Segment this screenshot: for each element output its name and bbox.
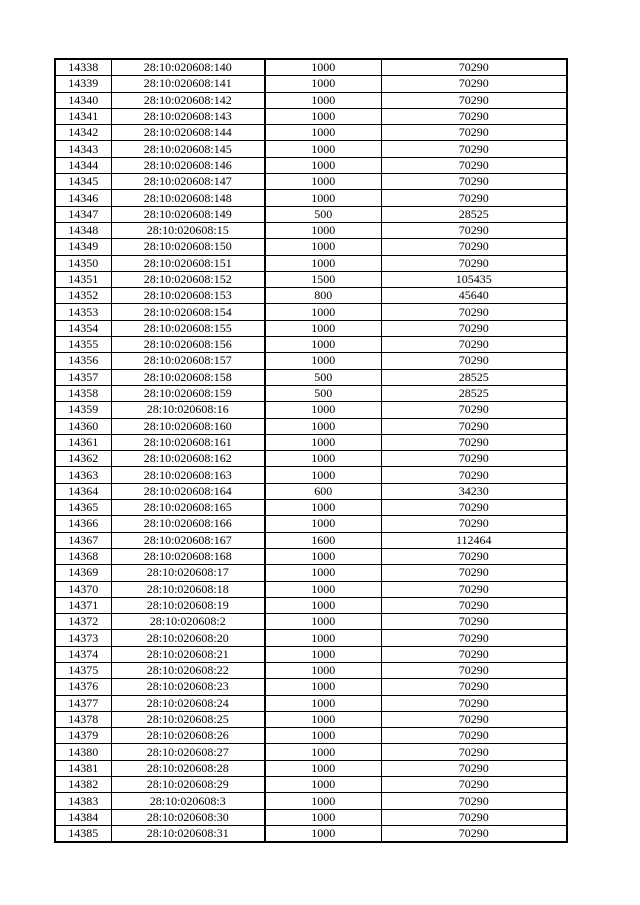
- value-cell: 70290: [381, 548, 567, 564]
- value-cell: 70290: [381, 304, 567, 320]
- table-row: [55, 532, 567, 548]
- table-row: [55, 548, 567, 564]
- row-number-cell: 14363: [55, 467, 111, 483]
- value-cell: 70290: [381, 614, 567, 630]
- area-cell: 1000: [265, 239, 381, 255]
- table-row: [55, 239, 567, 255]
- row-number-cell: 14380: [55, 744, 111, 760]
- area-cell: 1000: [265, 108, 381, 124]
- area-cell: 1000: [265, 141, 381, 157]
- table-row: [55, 483, 567, 499]
- area-cell: 1000: [265, 809, 381, 825]
- cadastral-number-cell: 28:10:020608:168: [111, 548, 265, 564]
- cadastral-number-cell: 28:10:020608:140: [111, 59, 265, 76]
- value-cell: 112464: [381, 532, 567, 548]
- area-cell: 1000: [265, 222, 381, 238]
- area-cell: 1000: [265, 92, 381, 108]
- table-row: [55, 679, 567, 695]
- cadastral-number-cell: 28:10:020608:144: [111, 125, 265, 141]
- value-cell: 70290: [381, 434, 567, 450]
- value-cell: 70290: [381, 451, 567, 467]
- value-cell: 28525: [381, 385, 567, 401]
- value-cell: 70290: [381, 728, 567, 744]
- row-number-cell: 14350: [55, 255, 111, 271]
- cadastral-number-cell: 28:10:020608:22: [111, 662, 265, 678]
- row-number-cell: 14339: [55, 76, 111, 92]
- value-cell: 70290: [381, 809, 567, 825]
- row-number-cell: 14361: [55, 434, 111, 450]
- cadastral-number-cell: 28:10:020608:152: [111, 271, 265, 287]
- table-row: [55, 353, 567, 369]
- cadastral-number-cell: 28:10:020608:25: [111, 711, 265, 727]
- value-cell: 70290: [381, 825, 567, 842]
- value-cell: 34230: [381, 483, 567, 499]
- value-cell: 70290: [381, 320, 567, 336]
- row-number-cell: 14342: [55, 125, 111, 141]
- cadastral-number-cell: 28:10:020608:153: [111, 288, 265, 304]
- row-number-cell: 14378: [55, 711, 111, 727]
- cadastral-number-cell: 28:10:020608:150: [111, 239, 265, 255]
- cadastral-number-cell: 28:10:020608:18: [111, 581, 265, 597]
- row-number-cell: 14355: [55, 337, 111, 353]
- row-number-cell: 14357: [55, 369, 111, 385]
- row-number-cell: 14369: [55, 565, 111, 581]
- table-row: [55, 646, 567, 662]
- cadastral-number-cell: 28:10:020608:148: [111, 190, 265, 206]
- table-row: [55, 662, 567, 678]
- row-number-cell: 14382: [55, 777, 111, 793]
- cadastral-number-cell: 28:10:020608:151: [111, 255, 265, 271]
- row-number-cell: 14358: [55, 385, 111, 401]
- cadastral-number-cell: 28:10:020608:30: [111, 809, 265, 825]
- cadastral-number-cell: 28:10:020608:158: [111, 369, 265, 385]
- cadastral-number-cell: 28:10:020608:26: [111, 728, 265, 744]
- row-number-cell: 14375: [55, 662, 111, 678]
- table-row: [55, 174, 567, 190]
- table-row: [55, 451, 567, 467]
- value-cell: 70290: [381, 157, 567, 173]
- row-number-cell: 14365: [55, 500, 111, 516]
- row-number-cell: 14376: [55, 679, 111, 695]
- value-cell: 70290: [381, 92, 567, 108]
- table-row: [55, 59, 567, 76]
- area-cell: 1000: [265, 516, 381, 532]
- area-cell: 1000: [265, 337, 381, 353]
- table-row: [55, 809, 567, 825]
- area-cell: 1000: [265, 695, 381, 711]
- cadastral-number-cell: 28:10:020608:16: [111, 402, 265, 418]
- cadastral-number-cell: 28:10:020608:160: [111, 418, 265, 434]
- value-cell: 70290: [381, 239, 567, 255]
- row-number-cell: 14377: [55, 695, 111, 711]
- table-row: [55, 76, 567, 92]
- value-cell: 28525: [381, 206, 567, 222]
- cadastral-number-cell: 28:10:020608:15: [111, 222, 265, 238]
- row-number-cell: 14344: [55, 157, 111, 173]
- row-number-cell: 14364: [55, 483, 111, 499]
- cadastral-number-cell: 28:10:020608:21: [111, 646, 265, 662]
- area-cell: 1000: [265, 418, 381, 434]
- table-row: [55, 581, 567, 597]
- value-cell: 70290: [381, 500, 567, 516]
- area-cell: 800: [265, 288, 381, 304]
- table-row: [55, 500, 567, 516]
- value-cell: 70290: [381, 76, 567, 92]
- row-number-cell: 14351: [55, 271, 111, 287]
- area-cell: 500: [265, 206, 381, 222]
- row-number-cell: 14341: [55, 108, 111, 124]
- value-cell: 70290: [381, 793, 567, 809]
- area-cell: 1000: [265, 777, 381, 793]
- row-number-cell: 14381: [55, 760, 111, 776]
- cadastral-number-cell: 28:10:020608:3: [111, 793, 265, 809]
- cadastral-number-cell: 28:10:020608:162: [111, 451, 265, 467]
- cadastral-number-cell: 28:10:020608:161: [111, 434, 265, 450]
- area-cell: 1000: [265, 548, 381, 564]
- cadastral-number-cell: 28:10:020608:154: [111, 304, 265, 320]
- area-cell: 1000: [265, 353, 381, 369]
- area-cell: 600: [265, 483, 381, 499]
- area-cell: 1000: [265, 630, 381, 646]
- value-cell: 70290: [381, 59, 567, 76]
- value-cell: 70290: [381, 255, 567, 271]
- table-row: [55, 206, 567, 222]
- cadastral-number-cell: 28:10:020608:159: [111, 385, 265, 401]
- value-cell: 70290: [381, 108, 567, 124]
- table-row: [55, 141, 567, 157]
- value-cell: 70290: [381, 777, 567, 793]
- cadastral-number-cell: 28:10:020608:157: [111, 353, 265, 369]
- row-number-cell: 14354: [55, 320, 111, 336]
- table-row: [55, 777, 567, 793]
- value-cell: 70290: [381, 597, 567, 613]
- table-row: [55, 288, 567, 304]
- value-cell: 70290: [381, 190, 567, 206]
- cadastral-number-cell: 28:10:020608:147: [111, 174, 265, 190]
- area-cell: 1000: [265, 679, 381, 695]
- value-cell: 70290: [381, 565, 567, 581]
- row-number-cell: 14356: [55, 353, 111, 369]
- area-cell: 1000: [265, 500, 381, 516]
- area-cell: 1000: [265, 402, 381, 418]
- row-number-cell: 14343: [55, 141, 111, 157]
- value-cell: 70290: [381, 418, 567, 434]
- cadastral-number-cell: 28:10:020608:17: [111, 565, 265, 581]
- row-number-cell: 14352: [55, 288, 111, 304]
- row-number-cell: 14383: [55, 793, 111, 809]
- value-cell: 70290: [381, 337, 567, 353]
- row-number-cell: 14374: [55, 646, 111, 662]
- row-number-cell: 14359: [55, 402, 111, 418]
- cadastral-number-cell: 28:10:020608:167: [111, 532, 265, 548]
- area-cell: 1000: [265, 744, 381, 760]
- row-number-cell: 14340: [55, 92, 111, 108]
- table-row: [55, 92, 567, 108]
- area-cell: 1500: [265, 271, 381, 287]
- row-number-cell: 14371: [55, 597, 111, 613]
- value-cell: 70290: [381, 662, 567, 678]
- value-cell: 70290: [381, 760, 567, 776]
- area-cell: 1000: [265, 597, 381, 613]
- row-number-cell: 14338: [55, 59, 111, 76]
- row-number-cell: 14349: [55, 239, 111, 255]
- value-cell: 70290: [381, 695, 567, 711]
- cadastral-number-cell: 28:10:020608:2: [111, 614, 265, 630]
- cadastral-number-cell: 28:10:020608:149: [111, 206, 265, 222]
- table-row: [55, 434, 567, 450]
- table-row: [55, 597, 567, 613]
- cadastral-number-cell: 28:10:020608:143: [111, 108, 265, 124]
- table-row: [55, 222, 567, 238]
- value-cell: 70290: [381, 711, 567, 727]
- area-cell: 1000: [265, 565, 381, 581]
- table-row: [55, 255, 567, 271]
- area-cell: 500: [265, 369, 381, 385]
- area-cell: 1000: [265, 255, 381, 271]
- row-number-cell: 14362: [55, 451, 111, 467]
- area-cell: 1000: [265, 125, 381, 141]
- area-cell: 1000: [265, 793, 381, 809]
- cadastral-number-cell: 28:10:020608:20: [111, 630, 265, 646]
- data-table: [54, 58, 568, 843]
- table-row: [55, 516, 567, 532]
- area-cell: 1000: [265, 304, 381, 320]
- area-cell: 1000: [265, 76, 381, 92]
- cadastral-number-cell: 28:10:020608:141: [111, 76, 265, 92]
- table-row: [55, 108, 567, 124]
- cadastral-number-cell: 28:10:020608:155: [111, 320, 265, 336]
- row-number-cell: 14368: [55, 548, 111, 564]
- row-number-cell: 14346: [55, 190, 111, 206]
- table-body: [55, 59, 567, 842]
- table-row: [55, 825, 567, 842]
- value-cell: 70290: [381, 467, 567, 483]
- value-cell: 70290: [381, 353, 567, 369]
- value-cell: 70290: [381, 516, 567, 532]
- value-cell: 70290: [381, 744, 567, 760]
- table-row: [55, 304, 567, 320]
- cadastral-number-cell: 28:10:020608:166: [111, 516, 265, 532]
- area-cell: 1600: [265, 532, 381, 548]
- table-row: [55, 190, 567, 206]
- value-cell: 70290: [381, 125, 567, 141]
- table-row: [55, 630, 567, 646]
- row-number-cell: 14370: [55, 581, 111, 597]
- row-number-cell: 14360: [55, 418, 111, 434]
- table-row: [55, 320, 567, 336]
- cadastral-number-cell: 28:10:020608:28: [111, 760, 265, 776]
- area-cell: 1000: [265, 662, 381, 678]
- area-cell: 1000: [265, 581, 381, 597]
- row-number-cell: 14372: [55, 614, 111, 630]
- area-cell: 1000: [265, 190, 381, 206]
- table-row: [55, 467, 567, 483]
- row-number-cell: 14385: [55, 825, 111, 842]
- value-cell: 70290: [381, 402, 567, 418]
- value-cell: 70290: [381, 630, 567, 646]
- table-row: [55, 728, 567, 744]
- cadastral-number-cell: 28:10:020608:19: [111, 597, 265, 613]
- area-cell: 1000: [265, 728, 381, 744]
- row-number-cell: 14345: [55, 174, 111, 190]
- area-cell: 1000: [265, 825, 381, 842]
- value-cell: 28525: [381, 369, 567, 385]
- table-row: [55, 369, 567, 385]
- area-cell: 1000: [265, 760, 381, 776]
- area-cell: 1000: [265, 157, 381, 173]
- row-number-cell: 14366: [55, 516, 111, 532]
- table-row: [55, 337, 567, 353]
- cadastral-number-cell: 28:10:020608:31: [111, 825, 265, 842]
- value-cell: 70290: [381, 646, 567, 662]
- table-row: [55, 157, 567, 173]
- cadastral-number-cell: 28:10:020608:24: [111, 695, 265, 711]
- cadastral-number-cell: 28:10:020608:142: [111, 92, 265, 108]
- area-cell: 1000: [265, 434, 381, 450]
- cadastral-number-cell: 28:10:020608:156: [111, 337, 265, 353]
- cadastral-number-cell: 28:10:020608:165: [111, 500, 265, 516]
- row-number-cell: 14373: [55, 630, 111, 646]
- table-row: [55, 385, 567, 401]
- table-row: [55, 695, 567, 711]
- cadastral-number-cell: 28:10:020608:145: [111, 141, 265, 157]
- area-cell: 1000: [265, 174, 381, 190]
- row-number-cell: 14379: [55, 728, 111, 744]
- value-cell: 105435: [381, 271, 567, 287]
- area-cell: 500: [265, 385, 381, 401]
- table-row: [55, 760, 567, 776]
- value-cell: 70290: [381, 222, 567, 238]
- value-cell: 45640: [381, 288, 567, 304]
- table-row: [55, 402, 567, 418]
- area-cell: 1000: [265, 646, 381, 662]
- table-row: [55, 271, 567, 287]
- cadastral-number-cell: 28:10:020608:27: [111, 744, 265, 760]
- area-cell: 1000: [265, 320, 381, 336]
- area-cell: 1000: [265, 451, 381, 467]
- table-row: [55, 565, 567, 581]
- value-cell: 70290: [381, 174, 567, 190]
- table-row: [55, 418, 567, 434]
- area-cell: 1000: [265, 711, 381, 727]
- row-number-cell: 14353: [55, 304, 111, 320]
- table-row: [55, 614, 567, 630]
- table-row: [55, 744, 567, 760]
- area-cell: 1000: [265, 59, 381, 76]
- table-row: [55, 711, 567, 727]
- table-row: [55, 793, 567, 809]
- row-number-cell: 14348: [55, 222, 111, 238]
- cadastral-number-cell: 28:10:020608:29: [111, 777, 265, 793]
- row-number-cell: 14347: [55, 206, 111, 222]
- area-cell: 1000: [265, 614, 381, 630]
- cadastral-number-cell: 28:10:020608:146: [111, 157, 265, 173]
- cadastral-number-cell: 28:10:020608:164: [111, 483, 265, 499]
- area-cell: 1000: [265, 467, 381, 483]
- cadastral-number-cell: 28:10:020608:23: [111, 679, 265, 695]
- table-row: [55, 125, 567, 141]
- value-cell: 70290: [381, 141, 567, 157]
- value-cell: 70290: [381, 679, 567, 695]
- row-number-cell: 14384: [55, 809, 111, 825]
- cadastral-number-cell: 28:10:020608:163: [111, 467, 265, 483]
- row-number-cell: 14367: [55, 532, 111, 548]
- value-cell: 70290: [381, 581, 567, 597]
